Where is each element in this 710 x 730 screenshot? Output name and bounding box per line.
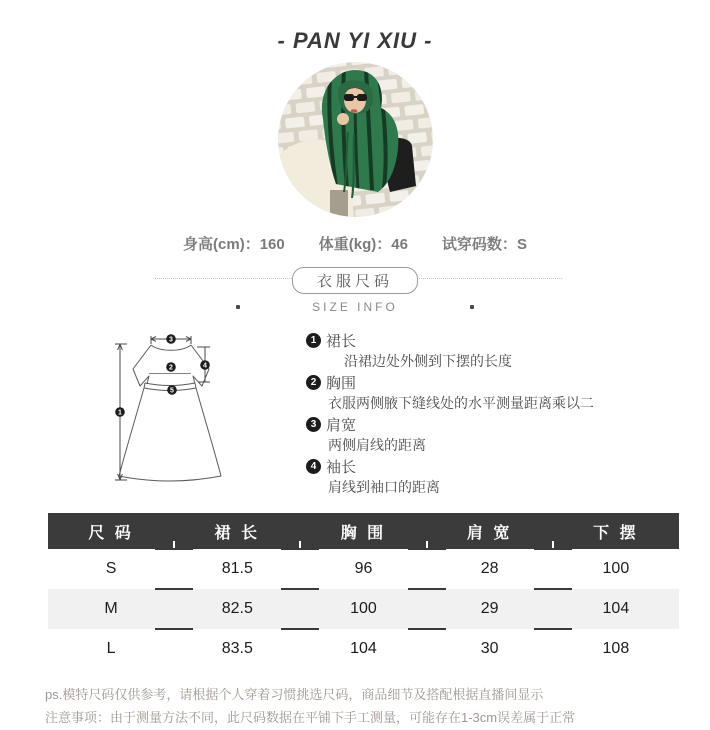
section-subtitle-row [0,300,710,314]
stat-weight [319,233,408,254]
dot-icon [236,305,240,309]
col-bust: 胸 围 [300,513,426,549]
guide-label: 肩宽 [326,417,357,434]
note-model-reference: ps.模特尺码仅供参考，请根据个人穿着习惯挑选尺码，商品细节及搭配根据直播间显示 [45,687,544,702]
stat-size-tried-label: 试穿码数： [441,236,517,253]
cell: 96 [300,549,426,589]
stat-height-label: 身高(cm)： [183,236,260,253]
model-stats [0,233,710,254]
model-photo-illustration [278,62,433,217]
cell: L [106,640,116,657]
guide-desc: 肩线到袖口的距离 [328,479,440,495]
guide-desc: 衣服两侧腋下缝线处的水平测量距离乘以二 [328,395,594,411]
measure-lines [115,336,210,480]
size-table [48,513,679,669]
guide-label: 裙长 [326,333,357,350]
section-subtitle: SIZE INFO [312,300,398,314]
badge-sleeve: 4 [203,362,207,370]
cell: S [105,560,117,577]
cell: 28 [427,549,553,589]
guide-item-shoulder [306,414,594,456]
stat-weight-value: 46 [391,236,408,253]
cell: 30 [427,629,553,669]
stat-size-tried [442,233,527,254]
stat-size-tried-value: S [516,236,527,253]
size-table-header [48,513,679,549]
measure-section [0,328,710,498]
cell: 100 [553,549,679,589]
dress-measurement-diagram [100,328,242,495]
circled-number-icon: 3 [306,417,321,432]
circled-number-icon: 4 [306,459,321,474]
guide-desc: 沿裙边处外侧到下摆的长度 [344,353,512,369]
cell: 29 [427,589,553,629]
stat-weight-label: 体重(kg)： [318,236,392,253]
guide-label: 袖长 [326,459,357,476]
circled-number-icon: 1 [306,333,321,348]
table-row-l [48,629,679,669]
guide-desc: 两侧肩线的距离 [328,437,426,453]
cell: 104 [553,589,679,629]
badge-waist: 5 [170,387,174,395]
diagram-badges [115,334,210,417]
brand-title: - PAN YI XIU - [277,28,433,53]
footer-notes [45,683,710,729]
cell: 83.5 [174,629,300,669]
badge-length: 1 [118,409,122,417]
measure-guide-list [306,328,594,498]
table-row-m [48,589,679,629]
hand [337,113,349,125]
col-size: 尺 码 [48,513,174,549]
strap [330,190,348,217]
cell: 100 [300,589,426,629]
circled-number-icon: 2 [306,375,321,390]
cell: 104 [300,629,426,669]
cell: 82.5 [174,589,300,629]
note-measurement-tolerance: 注意事项：由于测量方法不同，此尺码数据在平铺下手工测量，可能存在1-3cm误差属于正常 [45,710,576,725]
cell: M [48,589,174,629]
section-title-pill: 衣服尺码 [292,267,418,294]
table-row-s [48,549,679,589]
stat-height-value: 160 [259,236,285,253]
section-divider [0,267,710,291]
col-hem: 下 摆 [553,513,679,549]
stat-height [183,233,285,254]
badge-shoulder: 3 [169,336,173,344]
col-skirt-length: 裙 长 [174,513,300,549]
guide-item-skirt-length [306,330,594,372]
guide-item-sleeve [306,456,594,498]
badge-chest: 2 [169,364,173,372]
model-photo [278,62,433,217]
cell: 108 [553,629,679,669]
cell: 81.5 [174,549,300,589]
guide-item-bust [306,372,594,414]
col-shoulder: 肩 宽 [427,513,553,549]
guide-label: 胸围 [326,375,357,392]
lips [350,109,357,113]
dot-icon [470,305,474,309]
